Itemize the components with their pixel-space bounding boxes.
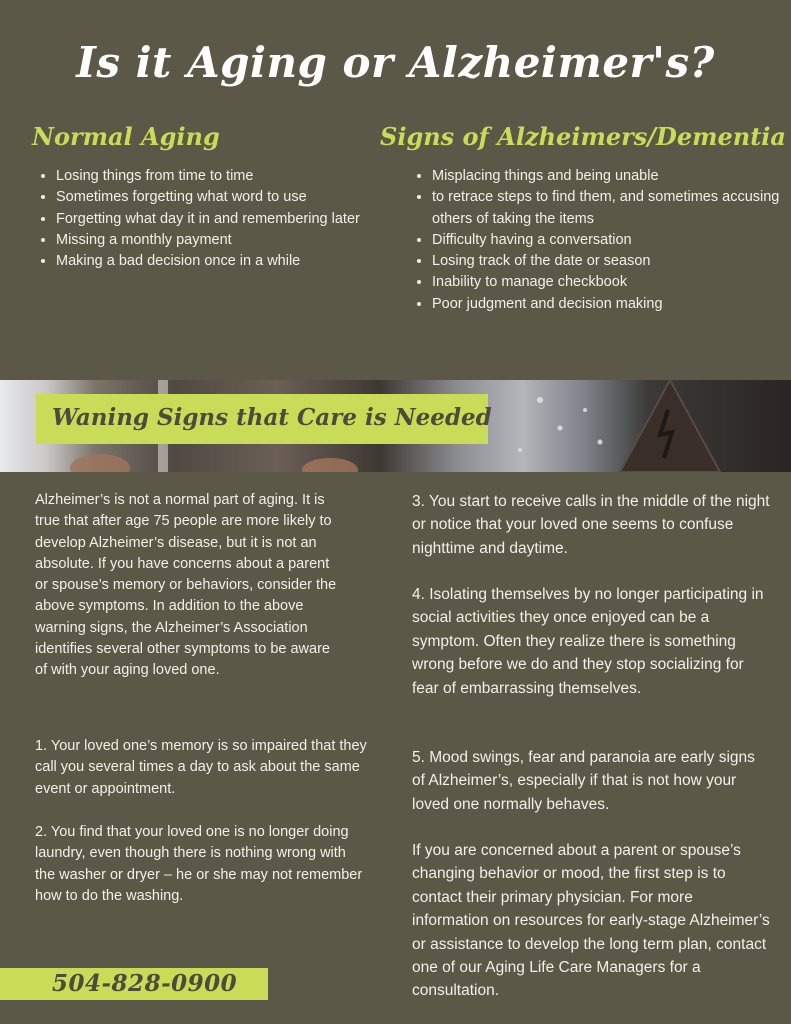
signs-heading: Signs of Alzheimers/Dementia [380,122,786,151]
list-item: • Losing track of the date or season [432,251,782,272]
list-item: • Difficulty having a conversation [432,230,782,251]
banner-label: Waning Signs that Care is Needed [52,404,492,431]
list-item: • Losing things from time to time [56,166,376,187]
list-item: • Misplacing things and being unable [432,166,782,187]
closing-paragraph: If you are concerned about a parent or spouse’s changing behavior or mood, the first step is to contact their primary physician. For more information on resources for early-stage Alzheimer’s or assistance to develop the long term plan, contact one of our Aging Life Care Managers for a consultation. [412,842,770,1000]
banner-label-box [36,394,492,444]
page-title: Is it Aging or Alzheimer's? [76,38,715,87]
signs-list [410,166,782,315]
intro-paragraph: Alzheimer’s is not a normal part of aging. It is true that after age 75 people are more likely to develop Alzheimer’s disease, but it is not an absolute. If you have concerns about a parent or spouse’s memory or behaviors, consider the above symptoms. In addition to the above warning signs, the Alzheimer’s Association identifies several other symptoms to be aware of with your aging loved one. [35,492,337,679]
list-item: • Missing a monthly payment [56,230,376,251]
warning-sign-1: 1. Your loved one’s memory is so impaired that they call you several times a day to ask about the same event or appointment. [35,738,367,797]
phone-box [0,968,268,1000]
normal-aging-heading: Normal Aging [32,122,220,151]
normal-aging-list [34,166,376,272]
list-item: • Poor judgment and decision making [432,294,782,315]
phone-number[interactable]: 504-828-0900 [52,970,238,997]
warning-sign-5: 5. Mood swings, fear and paranoia are early signs of Alzheimer’s, especially if that is not how your loved one normally behaves. [412,749,755,813]
list-item: • to retrace steps to find them, and sometimes accusing others of taking the items [432,187,782,230]
warning-sign-3: 3. You start to receive calls in the middle of the night or notice that your loved one seems to confuse nighttime and daytime. [412,493,770,557]
list-item: • Making a bad decision once in a while [56,251,376,272]
warning-sign-4: 4. Isolating themselves by no longer participating in social activities they once enjoyed can be a symptom. Often they realize there is something wrong before we do and they stop socializing for fear of embarrassing themselves. [412,586,764,697]
list-item: • Forgetting what day it in and remembering later [56,209,376,230]
warning-sign-2: 2. You find that your loved one is no longer doing laundry, even though there is nothing wrong with the washer or dryer – he or she may not remember how to do the washing. [35,824,363,904]
list-item: • Sometimes forgetting what word to use [56,187,376,208]
list-item: • Inability to manage checkbook [432,272,782,293]
